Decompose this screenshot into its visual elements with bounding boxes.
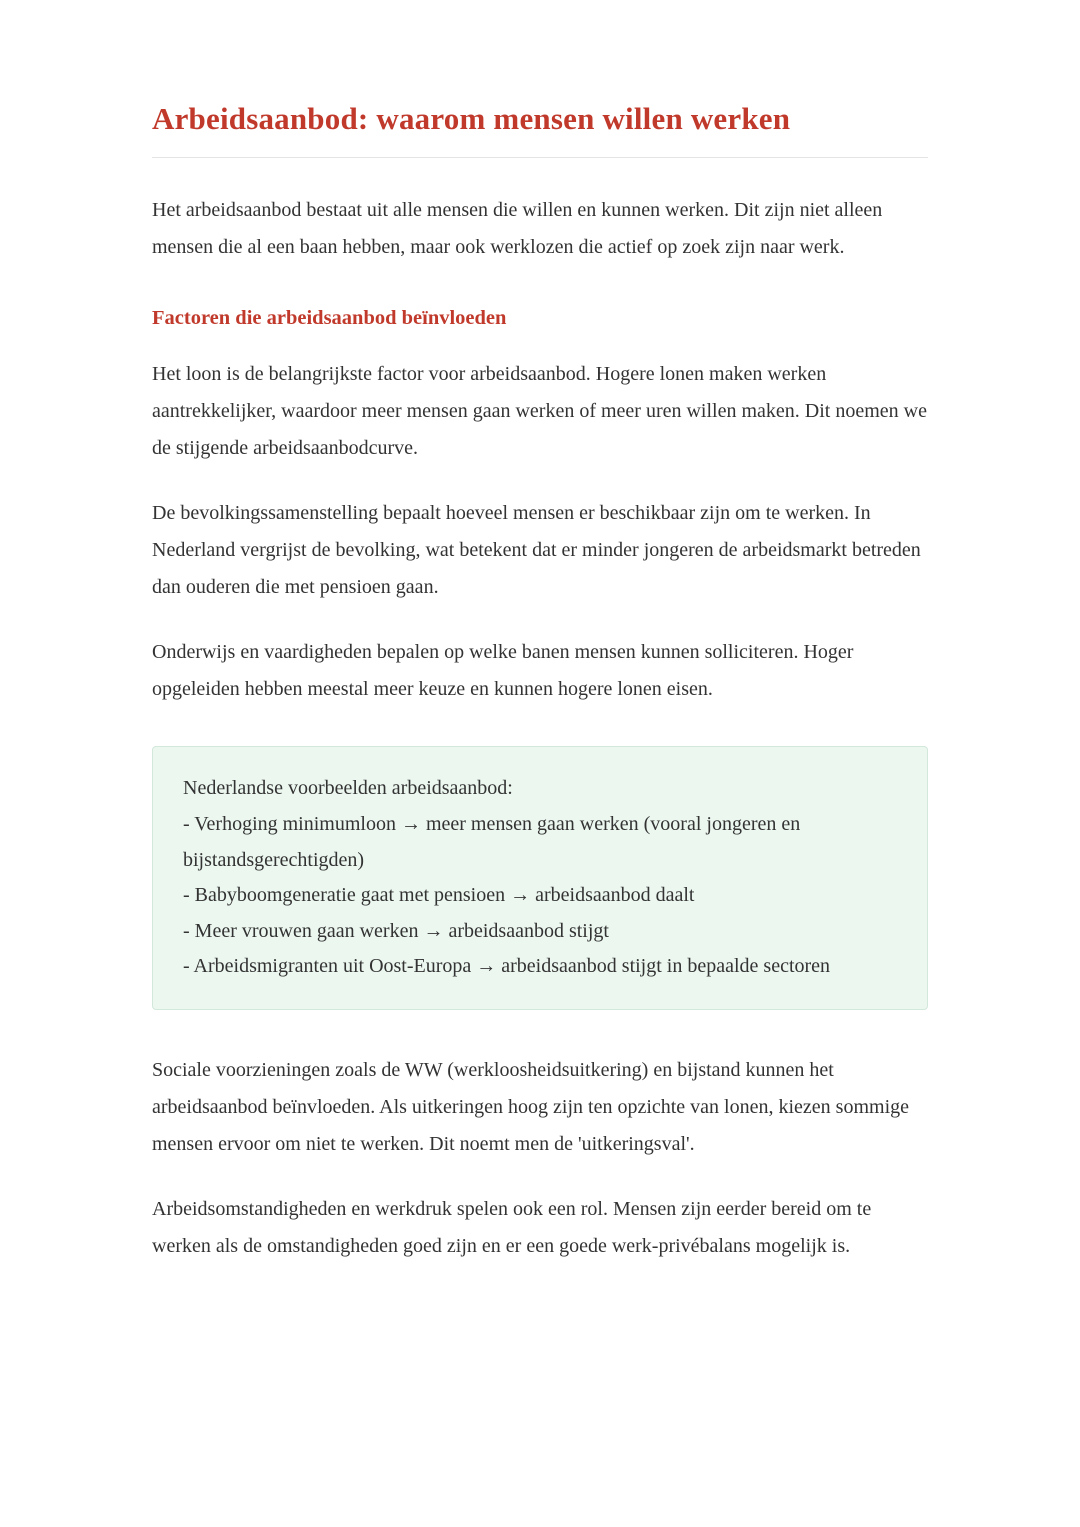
example-box-item: - Verhoging minimumloon → meer mensen gaan werken (vooral jongeren en bijstandsgerechtigden) <box>183 813 801 871</box>
paragraph-sociale-voorzieningen: Sociale voorzieningen zoals de WW (werkloosheidsuitkering) en bijstand kunnen het arbeidsaanbod beïnvloeden. Als uitkeringen hoog zijn ten opzichte van lonen, kiezen sommige mensen ervoor om niet te werken. Dit noemt men de 'uitkeringsval'. <box>152 1059 910 1155</box>
example-box <box>152 746 928 1010</box>
page-title: Arbeidsaanbod: waarom mensen willen werken <box>152 101 791 136</box>
paragraph-loon: Het loon is de belangrijkste factor voor arbeidsaanbod. Hogere lonen maken werken aantrekkelijker, waardoor meer mensen gaan werken of meer uren willen maken. Dit noemen we de stijgende arbeidsaanbodcurve. <box>152 363 927 460</box>
paragraph-bevolking: De bevolkingssamenstelling bepaalt hoeveel mensen er beschikbaar zijn om te werken. In Nederland vergrijst de bevolking, wat betekent dat er minder jongeren de arbeidsmarkt betreden dan ouderen die met pensioen gaan. <box>152 502 921 599</box>
example-box-item: - Arbeidsmigranten uit Oost-Europa → arbeidsaanbod stijgt in bepaalde sectoren <box>183 955 831 978</box>
paragraph-arbeidsomstandigheden: Arbeidsomstandigheden en werkdruk spelen ook een rol. Mensen zijn eerder bereid om te werken als de omstandigheden goed zijn en er een goede werk-privébalans mogelijk is. <box>152 1198 872 1257</box>
example-box-title: Nederlandse voorbeelden arbeidsaanbod: <box>183 777 513 800</box>
section-heading-factoren: Factoren die arbeidsaanbod beïnvloeden <box>152 306 507 329</box>
title-divider <box>152 157 928 158</box>
paragraph-onderwijs: Onderwijs en vaardigheden bepalen op welke banen mensen kunnen solliciteren. Hoger opgeleiden hebben meestal meer keuze en kunnen hogere lonen eisen. <box>152 641 854 701</box>
example-box-item: - Babyboomgeneratie gaat met pensioen → arbeidsaanbod daalt <box>183 884 695 907</box>
paragraph-intro: Het arbeidsaanbod bestaat uit alle mensen die willen en kunnen werken. Dit zijn niet alleen mensen die al een baan hebben, maar ook werklozen die actief op zoek zijn naar werk. <box>152 198 883 258</box>
example-box-item: - Meer vrouwen gaan werken → arbeidsaanbod stijgt <box>183 919 609 942</box>
